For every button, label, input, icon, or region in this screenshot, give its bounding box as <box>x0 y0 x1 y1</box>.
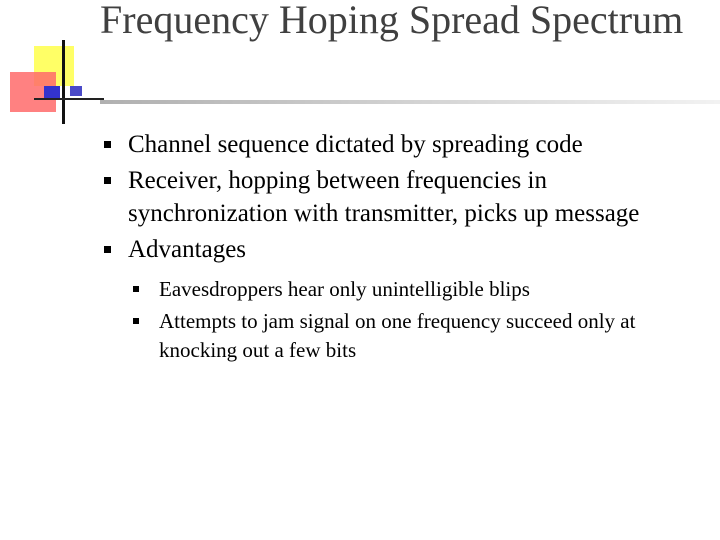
blue-square-small <box>70 86 82 96</box>
sub-bullet-list <box>131 275 700 365</box>
bullet-item <box>100 233 700 266</box>
bullet-text: Advantages <box>128 236 247 263</box>
square-bullet-icon <box>104 246 111 253</box>
horizontal-line <box>34 98 104 100</box>
blue-square <box>44 86 60 98</box>
square-bullet-icon <box>133 318 139 324</box>
bullet-item <box>100 128 700 161</box>
square-bullet-icon <box>104 177 111 184</box>
slide-body <box>100 128 700 365</box>
slide-title: Frequency Hoping Spread Spectrum <box>100 0 684 42</box>
sub-bullet-text: Attempts to jam signal on one frequency succeed only at knocking out a few bits <box>159 309 636 362</box>
decorative-logo <box>0 0 110 130</box>
bullet-text: Channel sequence dictated by spreading code <box>128 131 583 158</box>
square-bullet-icon <box>104 141 111 148</box>
bullet-text: Receiver, hopping between frequencies in synchronization with transmitter, picks up message <box>128 167 640 227</box>
sub-bullet-item <box>131 275 700 304</box>
title-divider <box>100 100 720 104</box>
bullet-item <box>100 164 700 230</box>
sub-bullet-item <box>131 307 700 365</box>
square-bullet-icon <box>133 286 139 292</box>
vertical-line <box>62 40 65 124</box>
sub-bullet-text: Eavesdroppers hear only unintelligible blips <box>159 277 530 301</box>
